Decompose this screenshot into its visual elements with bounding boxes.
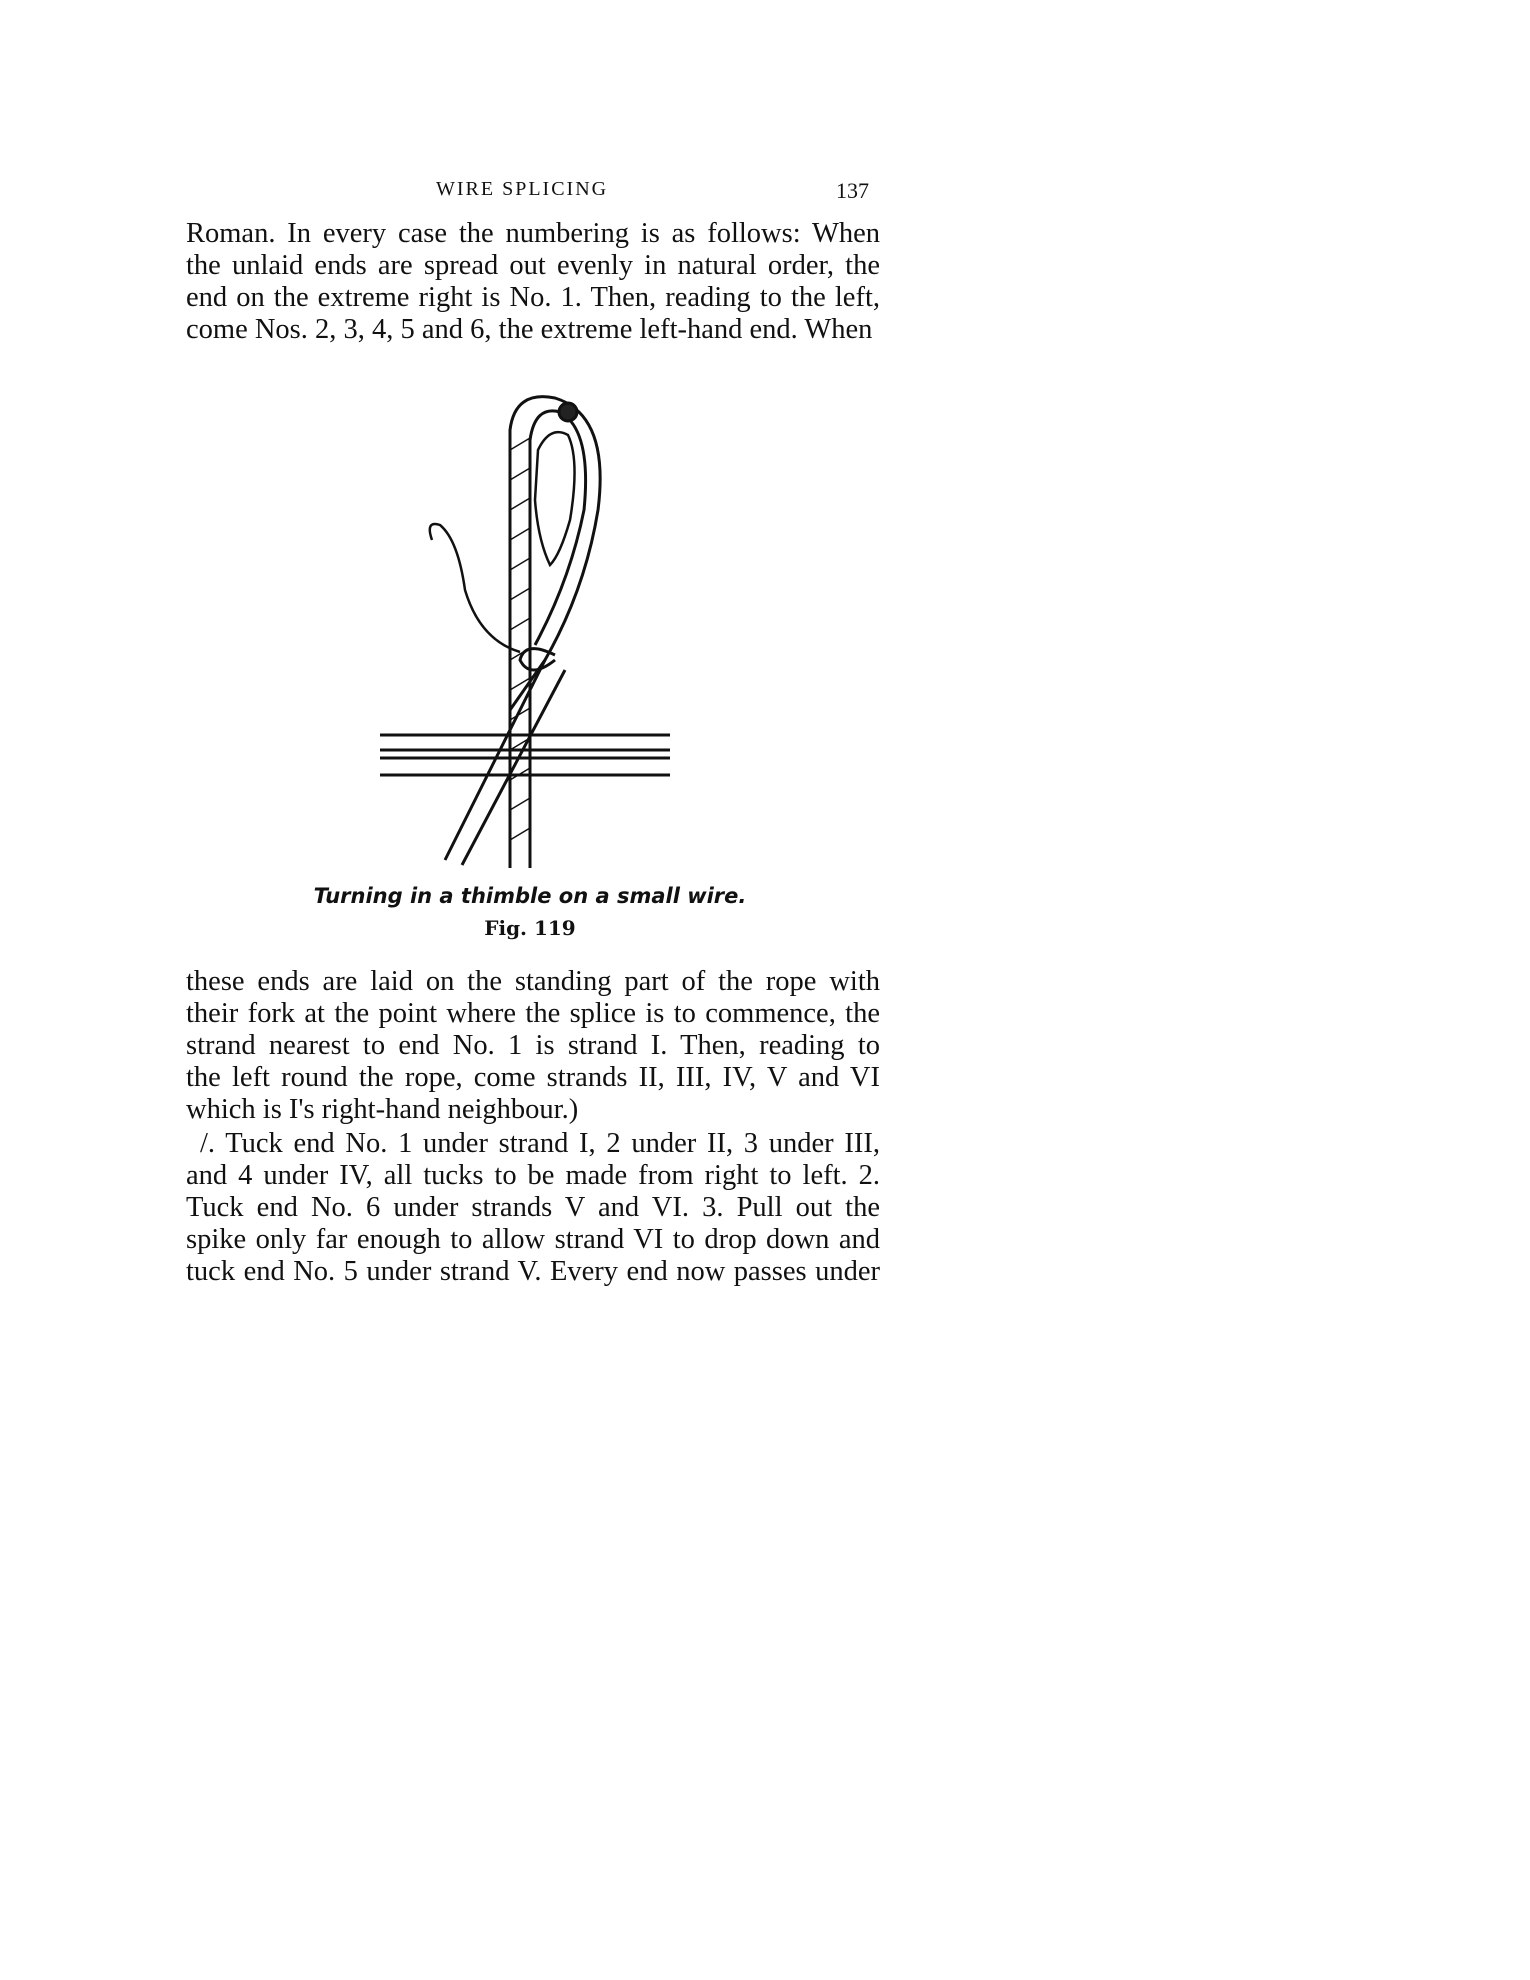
seizing-loop: [520, 649, 555, 670]
text-line: spike only far enough to allow strand VI to drop down and: [186, 1224, 880, 1255]
figure-label: Fig. 119: [484, 916, 576, 940]
standing-part: [510, 780, 530, 868]
rope-thimble-illustration: [370, 390, 690, 880]
rope-hatching: [510, 438, 530, 840]
text-line: strand nearest to end No. 1 is strand I. Then, reading to: [186, 1030, 880, 1061]
text-line: their fork at the point where the splice is to commence, the: [186, 998, 880, 1029]
thimble-loop: [510, 397, 600, 780]
figure-caption: Turning in a thimble on a small wire.: [313, 884, 747, 908]
text-line: Roman. In every case the numbering is as follows: When: [186, 218, 880, 249]
page-number: 137: [836, 178, 869, 203]
text-line: which is I's right-hand neighbour.): [186, 1094, 579, 1125]
tail-end: [445, 660, 565, 865]
text-line: and 4 under IV, all tucks to be made from right to left. 2.: [186, 1160, 880, 1191]
text-line: end on the extreme right is No. 1. Then, reading to the left,: [186, 282, 880, 313]
text-line: the unlaid ends are spread out evenly in natural order, the: [186, 250, 880, 281]
text-line: Tuck end No. 6 under strands V and VI. 3. Pull out the: [186, 1192, 880, 1223]
text-line: these ends are laid on the standing part of the rope with: [186, 966, 880, 997]
running-title: WIRE SPLICING: [436, 178, 609, 200]
seizing-wire: [430, 524, 520, 652]
text-line: the left round the rope, come strands II, III, IV, V and VI: [186, 1062, 880, 1093]
text-line: come Nos. 2, 3, 4, 5 and 6, the extreme left-hand end. When: [186, 314, 873, 345]
text-line: tuck end No. 5 under strand V. Every end now passes under: [186, 1256, 880, 1287]
text-line: /. Tuck end No. 1 under strand I, 2 under II, 3 under III,: [200, 1128, 880, 1159]
